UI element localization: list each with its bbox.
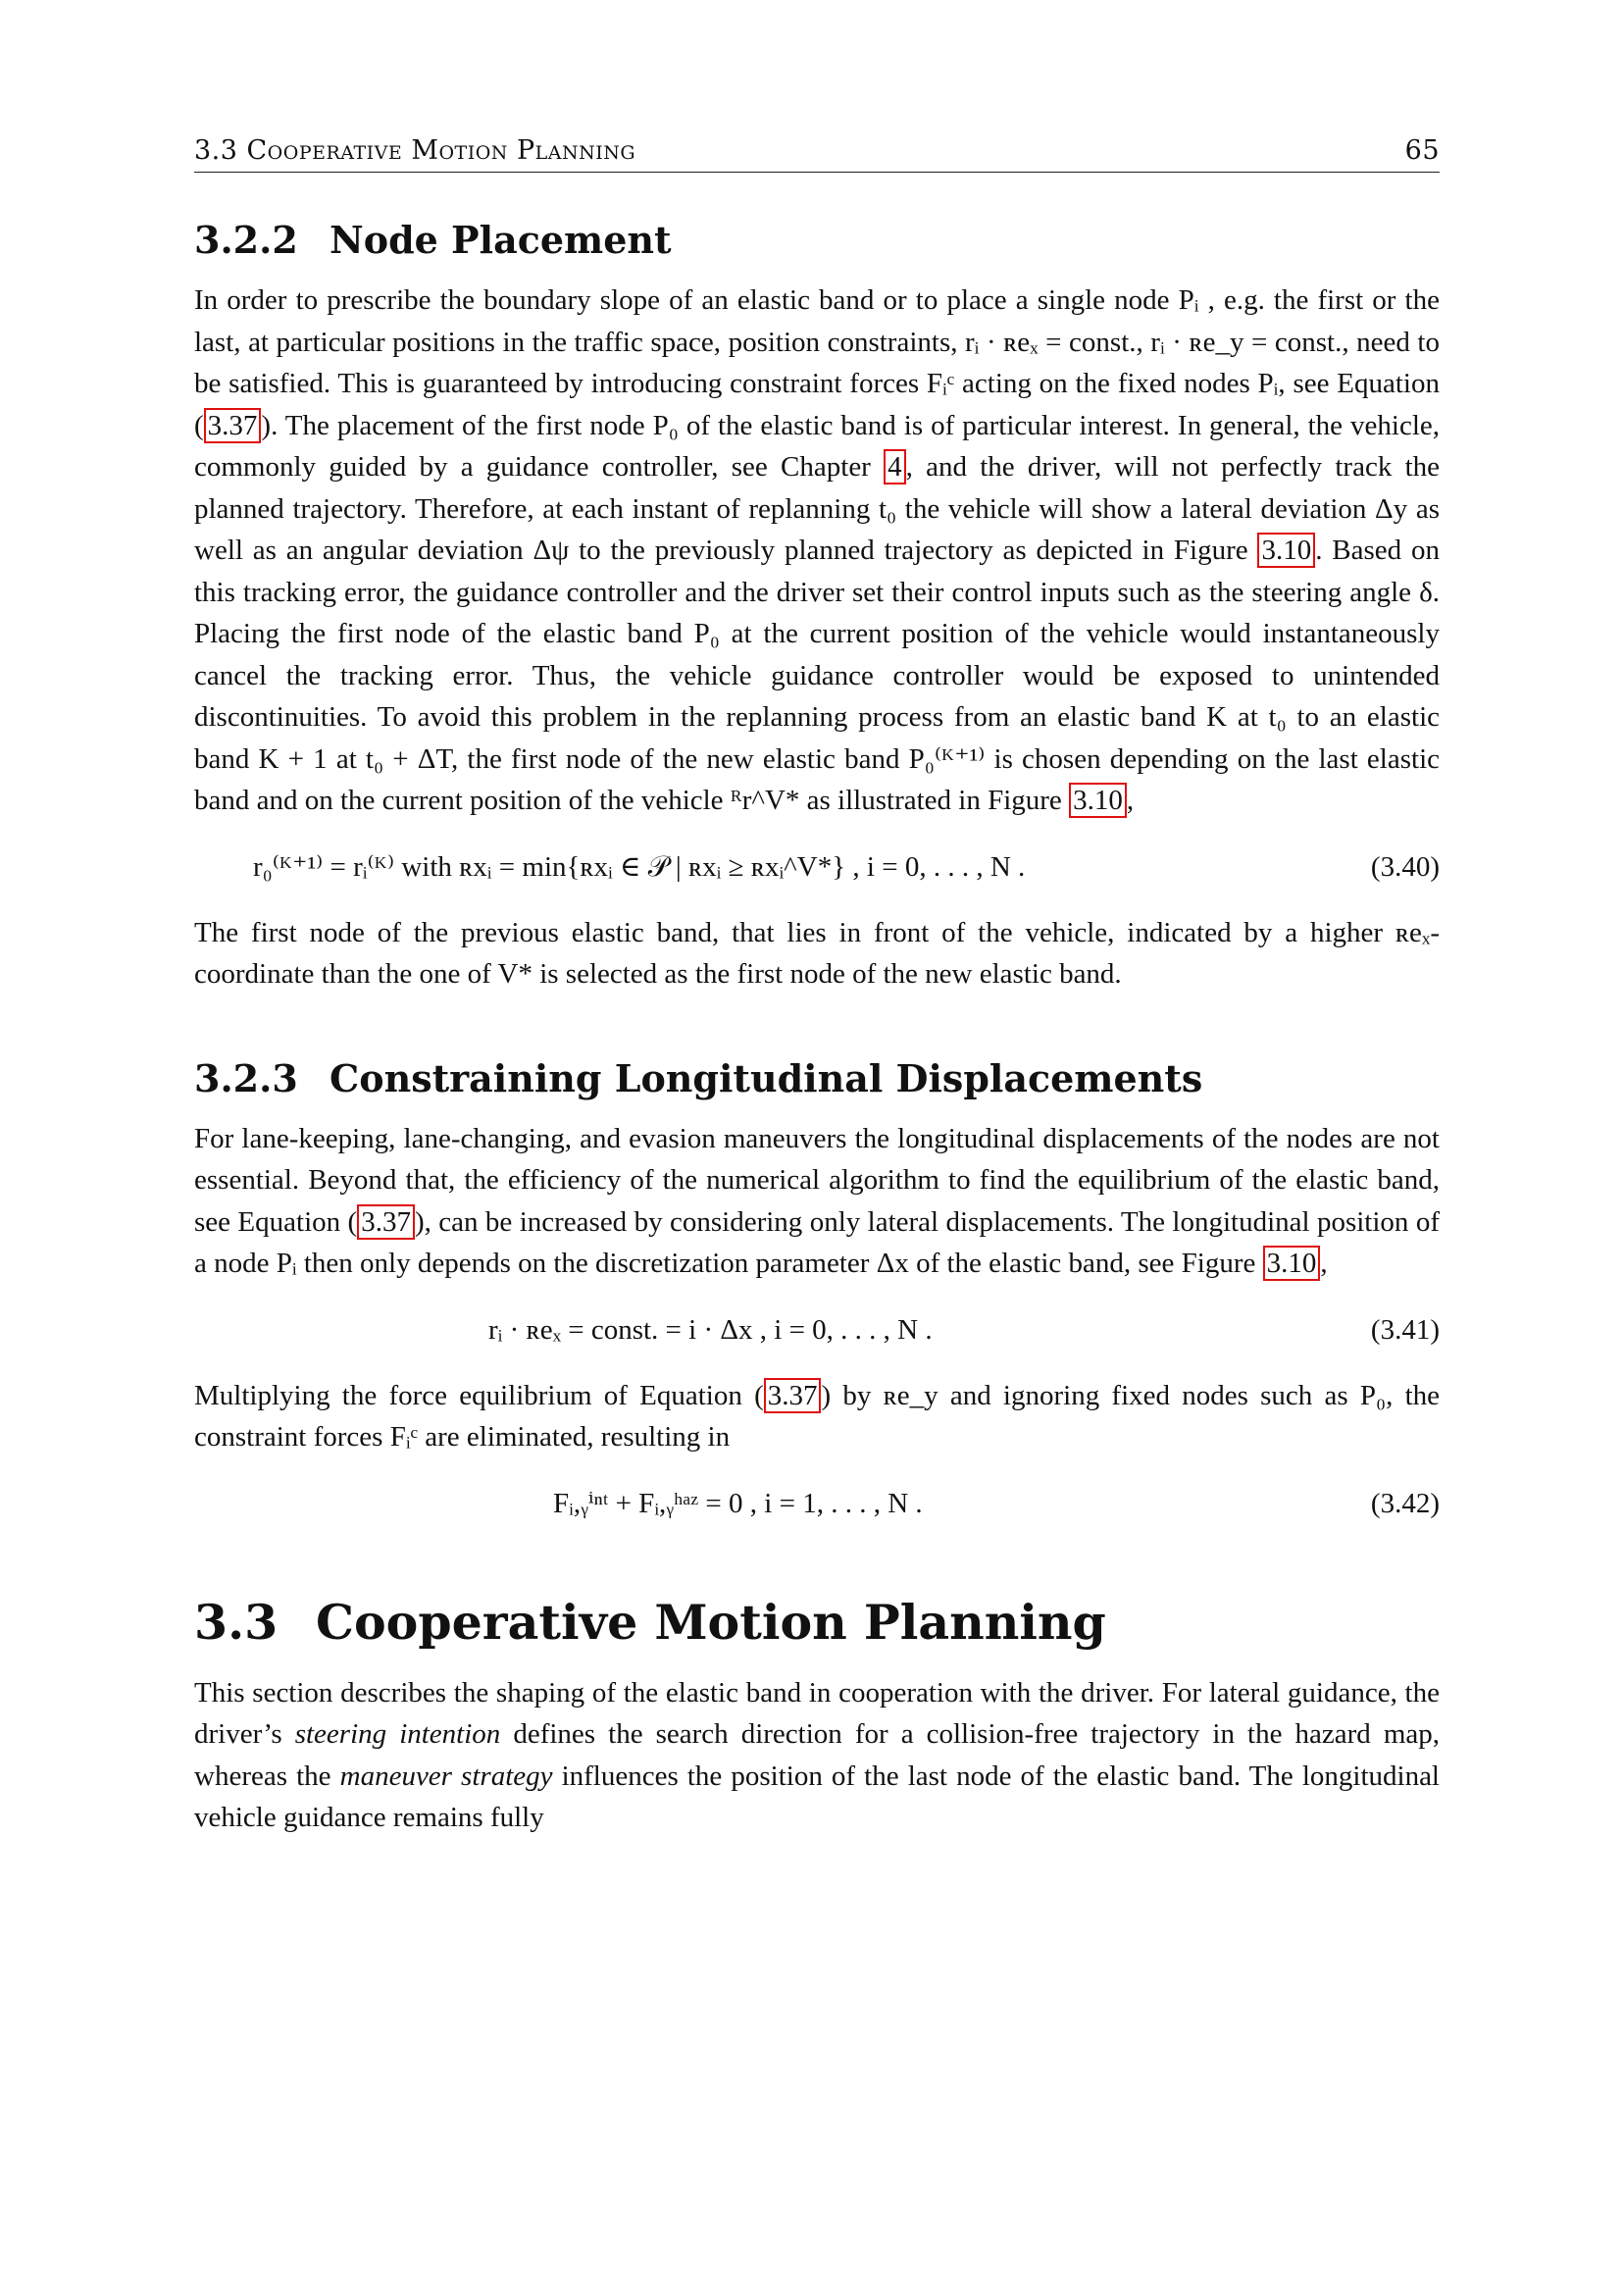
page [194, 135, 1440, 1839]
equation-3-40 [194, 838, 1440, 896]
section-title: Node Placement [330, 218, 672, 262]
paragraph-cooperative [194, 1672, 1440, 1839]
text-run: , [1320, 1248, 1328, 1279]
section-title: Cooperative Motion Planning [316, 1593, 1106, 1651]
equation-link[interactable]: 3.37 [764, 1378, 822, 1413]
page-number: 65 [1404, 135, 1440, 166]
text-run: This section describes the shaping of the elastic band in cooperation with the driver. For lateral guidance, the driver’s [194, 1676, 1440, 1750]
figure-link[interactable]: 3.10 [1069, 783, 1127, 818]
equation-link[interactable]: 3.37 [357, 1204, 415, 1240]
text-run: , and the driver, will not perfectly track the planned trajectory. Therefore, at each instant of replanning t₀ the vehicle will show a lateral deviation Δy as well as an angular deviation Δψ to the previously planned trajectory as depicted in Figure [194, 451, 1440, 566]
paragraph-longitudinal: For lane-keeping, lane-changing, and evasion maneuvers the longitudinal displacements of the nodes are not essential. Beyond that, the efficiency of the numerical algorithm to find the equilibrium of the elastic band, see Equation ( 3.37 ), can be increased by considering only lateral displacements. The longitudinal position of a node Pᵢ then only depends on the discretization parameter Δx of the elastic band, see Figure 3.10 , [194, 1122, 1440, 1279]
section-number: 3.2.3 [194, 1055, 298, 1100]
paragraph-first-node: The first node of the previous elastic band, that lies in front of the vehicle, indicated by a higher ʀeₓ-coordinate than the one of V* is selected as the first node of the new elastic band. [194, 916, 1440, 990]
running-header [194, 135, 1440, 173]
section-heading-3-2-3 [194, 1056, 1440, 1100]
section-number: 3.3 [194, 1593, 279, 1651]
equation-3-41 [194, 1301, 1440, 1359]
section-number: 3.2.2 [194, 218, 298, 262]
text-run: , [1126, 785, 1135, 816]
text-run: . The placement of the first node P₀ of the elastic band is of particular interest. In general, the vehicle, commonly guided by a guidance controller, see Chapter [194, 409, 1440, 483]
equation-expression: rᵢ · ʀeₓ = const. = i · Δx , i = 0, . . . , N . [488, 1313, 933, 1346]
text-run: Multiplying the force equilibrium of Equation [194, 1379, 742, 1411]
paragraph-node-placement: In order to prescribe the boundary slope of an elastic band or to place a single node Pᵢ , e.g. the first or the last, at particular positions in the traffic space, position constraints, rᵢ · ʀeₓ = const., rᵢ · ʀe_y = const., need to be satisfied. This is guaranteed by introducing constraint forces Fᵢᶜ acting on the fixed nodes Pᵢ, see Equation ( 3.37 ). The placement of the first node P₀ of the elastic band is of particular interest. In general, the vehicle, commonly guided by a guidance controller, see Chapter 4 , and the driver, will not perfectly track the planned trajectory. Therefore, at each instant of replanning t₀ the vehicle will show a lateral deviation Δy as well as an angular deviation Δψ to the previously planned trajectory as depicted in Figure 3.10 . Based on this tracking error, the guidance controller and the driver set their control inputs such as the steering angle δ. Placing the first node of the elastic band P₀ at the current position of the vehicle would instantaneously cancel the tracking error. Thus, the vehicle guidance controller would be exposed to unintended discontinuities. To avoid this problem in the replanning process from an elastic band K at t₀ to an elastic band K + 1 at t₀ + ΔT, the first node of the new elastic band P₀⁽ᴷ⁺¹⁾ is chosen depending on the last elastic band and on the current position of the vehicle ᴿr^V* as illustrated in Figure 3.10 , [194, 284, 1441, 816]
section-heading-3-3 [194, 1594, 1440, 1651]
equation-link[interactable]: 3.37 [204, 408, 262, 443]
emphasis-steering-intention: steering intention [294, 1718, 501, 1750]
section-heading-3-2-2 [194, 218, 1440, 262]
section-title: Constraining Longitudinal Displacements [330, 1055, 1203, 1100]
text-run: In order to prescribe the boundary slope of an elastic band or to place a single node Pᵢ , e.g. the first or the last, at particular positions in the traffic space, position constraints, rᵢ · ʀeₓ = const., rᵢ · ʀe_y = const., need to be satisfied. This is guaranteed by introducing constraint forces Fᵢᶜ acting on the fixed nodes Pᵢ, see Equation [194, 284, 1440, 399]
equation-number: (3.42) [1370, 1487, 1440, 1519]
paragraph-force-equilibrium: Multiplying the force equilibrium of Equation ( 3.37 ) by ʀe_y and ignoring fixed nodes such as P₀, the constraint forces Fᵢᶜ are eliminated, resulting in [194, 1379, 1440, 1453]
text-run: For lane-keeping, lane-changing, and evasion maneuvers the longitudinal displacements of the nodes are not essential. Beyond that, the efficiency of the numerical algorithm to find the equilibrium of the elastic band, see Equation [194, 1122, 1440, 1238]
emphasis-maneuver-strategy: maneuver strategy [339, 1760, 553, 1792]
equation-3-42 [194, 1474, 1440, 1533]
equation-number: (3.41) [1370, 1313, 1440, 1346]
chapter-link[interactable]: 4 [884, 449, 906, 485]
text-run: . Based on this tracking error, the guidance controller and the driver set their control inputs such as the steering angle δ. Placing the first node of the elastic band P₀ at the current position of the vehicle would instantaneously cancel the tracking error. Thus, the vehicle guidance controller would be exposed to unintended discontinuities. To avoid this problem in the replanning process from an elastic band K at t₀ to an elastic band K + 1 at t₀ + ΔT, the first node of the new elastic band P₀⁽ᴷ⁺¹⁾ is chosen depending on the last elastic band and on the current position of the vehicle ᴿr^V* as illustrated in Figure [194, 535, 1441, 816]
figure-link[interactable]: 3.10 [1257, 533, 1315, 568]
equation-expression: Fᵢ,ᵧⁱⁿᵗ + Fᵢ,ᵧʰᵃᶻ = 0 , i = 1, . . . , N . [553, 1487, 923, 1519]
figure-link[interactable]: 3.10 [1263, 1246, 1321, 1281]
text-run: by ʀe_y and ignoring fixed nodes such as P₀, the constraint forces Fᵢᶜ are eliminated, resulting in [194, 1379, 1440, 1453]
text-run: influences the position of the last node of the elastic band. The longitudinal vehicle guidance remains fully [194, 1760, 1440, 1833]
equation-expression: r₀⁽ᴷ⁺¹⁾ = rᵢ⁽ᴷ⁾ with ʀxᵢ = min{ʀxᵢ ∈ 𝒫 | ʀxᵢ ≥ ʀxᵢ^V*} , i = 0, . . . , N . [253, 850, 1026, 883]
running-title: 3.3 Cooperative Motion Planning [194, 135, 636, 166]
equation-number: (3.40) [1370, 850, 1440, 883]
text-run: , can be increased by considering only lateral displacements. The longitudinal position of a node Pᵢ then only depends on the discretization parameter Δx of the elastic band, see Figure [194, 1205, 1440, 1279]
text-run: defines the search direction for a collision-free trajectory in the hazard map, whereas the [194, 1718, 1440, 1792]
